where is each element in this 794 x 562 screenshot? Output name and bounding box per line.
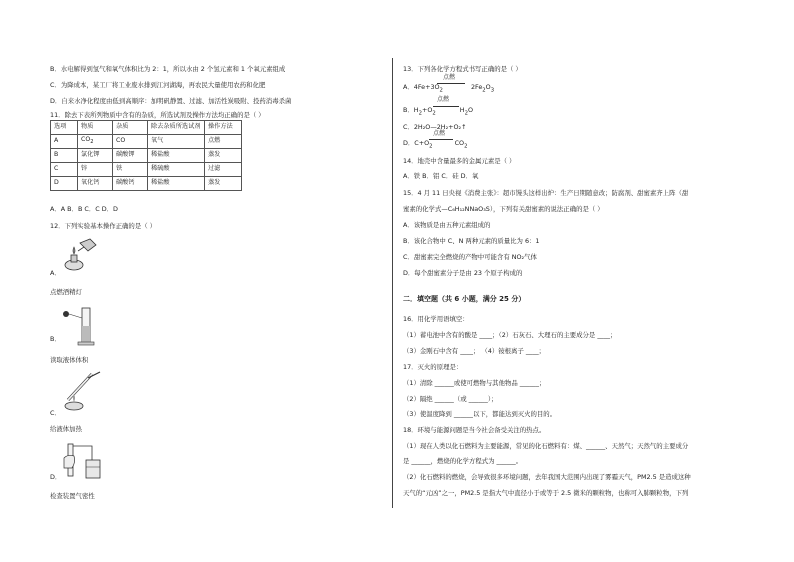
alcohol-lamp-lighting-icon bbox=[60, 237, 102, 273]
cell: C bbox=[51, 163, 78, 177]
q15-option-b: B．该化合物中 C、N 两种元素的质量比为 6：1 bbox=[403, 237, 540, 245]
header-cell: 物质 bbox=[78, 121, 113, 135]
cell: 碳酸钙 bbox=[113, 177, 148, 191]
header-cell: 杂质 bbox=[113, 121, 148, 135]
cell: 氧化钙 bbox=[78, 177, 113, 191]
cell: 稀盐酸 bbox=[148, 177, 205, 191]
condition-label: 点燃 bbox=[437, 96, 450, 103]
condition-label: 点燃 bbox=[433, 130, 446, 137]
cell: 蒸发 bbox=[205, 149, 242, 163]
q17-line1: （1）清除 ______或使可燃物与其他物品 ______； bbox=[403, 379, 546, 387]
cell: 点燃 bbox=[205, 135, 242, 149]
question-13: 13．下列各化学方程式书写正确的是（ ） bbox=[403, 65, 522, 73]
question-18: 18．环境与能源问题是当今社会备受关注的热点。 bbox=[403, 426, 546, 434]
question-12: 12．下列实验基本操作正确的是（ ） bbox=[50, 222, 157, 230]
cell: 过滤 bbox=[205, 163, 242, 177]
q18-line1b: 是 ______，燃烧的化学方程式为 ______。 bbox=[403, 457, 523, 465]
q18-line2a: （2）化石燃料的燃烧，会导致很多环境问题，去年我国大范围内出现了雾霾天气，PM2.5 是造成这种 bbox=[403, 473, 691, 481]
header-cell: 除去杂质所选试剂 bbox=[148, 121, 205, 135]
header-cell: 操作方法 bbox=[205, 121, 242, 135]
header-cell: 选项 bbox=[51, 121, 78, 135]
option-d-caption: 检查装置气密性 bbox=[50, 492, 95, 500]
option-b-caption: 读取液体体积 bbox=[50, 356, 89, 364]
option-a-label: A． bbox=[50, 269, 61, 277]
table-header-row bbox=[51, 121, 242, 135]
question-14: 14．地壳中含量最多的金属元素是（ ） bbox=[403, 157, 516, 165]
table-row bbox=[51, 149, 242, 163]
cell: 蒸发 bbox=[205, 177, 242, 191]
q15-option-c: C．甜蜜素完全燃烧的产物中可能含有 NO₂气体 bbox=[403, 253, 537, 261]
q17-line3: （3）使温度降到 ______以下，都能达到灭火的目的。 bbox=[403, 410, 557, 418]
equation-c: C．2H₂O—2H₂+O₂↑ bbox=[403, 123, 467, 131]
cell: 氯化钾 bbox=[78, 149, 113, 163]
q15-option-a: A．该物质是由五种元素组成的 bbox=[403, 221, 491, 229]
table-row bbox=[51, 163, 242, 177]
cell: 稀硫酸 bbox=[148, 163, 205, 177]
equation-b: B．$H_2+O_2$ $H_2O$ bbox=[403, 106, 473, 117]
table-row bbox=[51, 177, 242, 191]
graduated-cylinder-icon bbox=[60, 304, 100, 348]
question-17: 17．灭火的原理是： bbox=[403, 363, 463, 371]
q18-line1a: （1）现在人类以化石燃料为主要能源，常见的化石燃料有：煤、______、天然气；天然气的主要成分 bbox=[403, 442, 689, 450]
cell: D bbox=[51, 177, 78, 191]
cell: 碳酸钾 bbox=[113, 149, 148, 163]
cell: 铁 bbox=[113, 163, 148, 177]
cell: 氧气 bbox=[148, 135, 205, 149]
cell: A bbox=[51, 135, 78, 149]
q18-line2b: 天气的“元凶”之一，PM2.5 是指大气中直径小于或等于 2.5 微米的颗粒物，也称可入肺颗粒物，下列 bbox=[403, 489, 689, 497]
heating-test-tube-icon bbox=[60, 368, 106, 412]
equation-d: D．$C+O_2$ $CO_2$ bbox=[403, 139, 468, 150]
option-c-label: C． bbox=[50, 409, 61, 417]
q17-line2: （2）隔绝 ______（或 ______）； bbox=[403, 395, 498, 403]
q15-option-d: D．每个甜蜜素分子是由 23 个原子构成的 bbox=[403, 269, 523, 277]
column-divider bbox=[392, 58, 393, 508]
option-d-label: D． bbox=[50, 473, 62, 481]
option-a-caption: 点燃酒精灯 bbox=[50, 288, 82, 296]
question-15-line2: 蜜素的化学式—C₆H₁₂NNaO₃S），下列有关甜蜜素的说法正确的是（ ） bbox=[403, 205, 604, 213]
q11-table bbox=[50, 120, 242, 191]
cell: B bbox=[51, 149, 78, 163]
q14-options: A．铁 B．铝 C．硅 D．氧 bbox=[403, 172, 479, 180]
cell: $CO_2$ bbox=[78, 135, 113, 149]
q16-line2: （3）金刚石中含有 ____； （4）铵根离子 ____； bbox=[403, 347, 546, 355]
q11-options: A．A B．B C．C D．D bbox=[50, 205, 118, 213]
option-c-caption: 给液体加热 bbox=[50, 425, 82, 433]
question-15-line1: 15．4 月 11 日央视《消费主张》：超市馒头这样出炉：生产日期随意改；防腐剂、甜蜜素齐上阵（甜 bbox=[403, 189, 689, 197]
section-heading: 二．填空题（共 6 小题，满分 25 分） bbox=[403, 295, 526, 303]
option-c-line: C．为降成本，某工厂将工业废水排到江河湖海，再农民大量使用农药和化肥 bbox=[50, 81, 266, 89]
condition-label: 点燃 bbox=[443, 74, 456, 81]
equation-a: A．$4Fe+3O_2$ $2Fe_2O_3$ bbox=[403, 83, 495, 94]
airtightness-check-icon bbox=[62, 440, 108, 484]
cell: CO bbox=[113, 135, 148, 149]
option-d-line: D．自来水净化程度由低到高顺序：加明矾静置、过滤、加活性炭吸附、投药消毒杀菌 bbox=[50, 97, 292, 105]
question-11: 11．除去下表所列物质中含有的杂质，所选试剂及操作方法均正确的是（ ） bbox=[50, 111, 265, 119]
cell: 稀盐酸 bbox=[148, 149, 205, 163]
q16-line1: （1）蓄电池中含有的酸是 ____；（2）石灰石、大理石的主要成分是 ____； bbox=[403, 331, 617, 339]
option-b-label: B． bbox=[50, 335, 61, 343]
question-16: 16．用化学用语填空： bbox=[403, 315, 469, 323]
table-row bbox=[51, 135, 242, 149]
option-b-line: B．水电解得到氢气和氧气体积比为 2：1，所以水由 2 个氢元素和 1 个氧元素组成 bbox=[50, 65, 286, 73]
cell: 锌 bbox=[78, 163, 113, 177]
